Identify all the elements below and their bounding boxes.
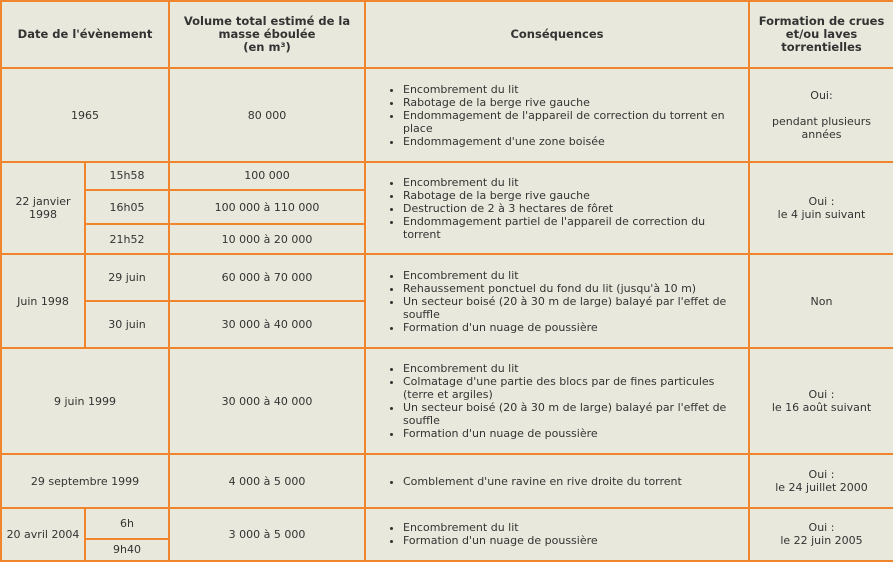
event-consequences bbox=[365, 508, 749, 561]
event-time: 15h58 bbox=[85, 162, 169, 190]
event-formation: Oui: pendant plusieurs années bbox=[749, 68, 893, 162]
event-time: 21h52 bbox=[85, 224, 169, 254]
header-consequences: Conséquences bbox=[365, 1, 749, 68]
header-row bbox=[1, 1, 893, 68]
consequence-item: • Encombrement du lit bbox=[403, 176, 746, 189]
consequence-item: • Un secteur boisé (20 à 30 m de large) balayé par l'effet de souffle bbox=[403, 401, 746, 427]
consequence-item: • Endommagement partiel de l'appareil de correction du torrent bbox=[403, 215, 746, 241]
event-volume: 3 000 à 5 000 bbox=[169, 508, 365, 561]
event-date: Juin 1998 bbox=[1, 254, 85, 347]
event-consequences bbox=[365, 68, 749, 162]
consequence-item: • Rehaussement ponctuel du fond du lit (jusqu'à 10 m) bbox=[403, 282, 746, 295]
event-formation: Non bbox=[749, 254, 893, 347]
event-date: 22 janvier 1998 bbox=[1, 162, 85, 254]
table-row bbox=[1, 254, 893, 300]
event-consequences bbox=[365, 254, 749, 347]
event-formation: Oui : le 16 août suivant bbox=[749, 348, 893, 455]
event-formation: Oui : le 4 juin suivant bbox=[749, 162, 893, 254]
table-row bbox=[1, 162, 893, 190]
consequence-item: • Encombrement du lit bbox=[403, 83, 746, 96]
event-date: 29 septembre 1999 bbox=[1, 454, 169, 507]
consequence-item: • Encombrement du lit bbox=[403, 362, 746, 375]
consequence-item: • Encombrement du lit bbox=[403, 521, 746, 534]
event-volume: 60 000 à 70 000 bbox=[169, 254, 365, 300]
table-row bbox=[1, 68, 893, 162]
event-volume: 100 000 bbox=[169, 162, 365, 190]
table-row bbox=[1, 348, 893, 455]
consequence-item: • Formation d'un nuage de poussière bbox=[403, 427, 746, 440]
event-volume: 10 000 à 20 000 bbox=[169, 224, 365, 254]
consequence-item: • Un secteur boisé (20 à 30 m de large) balayé par l'effet de souffle bbox=[403, 295, 746, 321]
table-row bbox=[1, 508, 893, 539]
event-consequences bbox=[365, 454, 749, 507]
event-formation: Oui : le 24 juillet 2000 bbox=[749, 454, 893, 507]
event-consequences bbox=[365, 348, 749, 455]
event-volume: 30 000 à 40 000 bbox=[169, 348, 365, 455]
consequence-item: • Formation d'un nuage de poussière bbox=[403, 321, 746, 334]
consequence-item: • Endommagement d'une zone boisée bbox=[403, 135, 746, 148]
event-formation: Oui : le 22 juin 2005 bbox=[749, 508, 893, 561]
event-volume: 100 000 à 110 000 bbox=[169, 190, 365, 224]
event-volume: 4 000 à 5 000 bbox=[169, 454, 365, 507]
event-volume: 30 000 à 40 000 bbox=[169, 301, 365, 348]
event-time: 9h40 bbox=[85, 539, 169, 561]
header-volume: Volume total estimé de la masse éboulée (en m³) bbox=[169, 1, 365, 68]
event-date: 20 avril 2004 bbox=[1, 508, 85, 561]
consequence-item: • Colmatage d'une partie des blocs par de fines particules (terre et argiles) bbox=[403, 375, 746, 401]
consequence-item: • Encombrement du lit bbox=[403, 269, 746, 282]
table-row bbox=[1, 454, 893, 507]
event-time: 6h bbox=[85, 508, 169, 539]
consequence-item: • Rabotage de la berge rive gauche bbox=[403, 96, 746, 109]
consequence-item: • Rabotage de la berge rive gauche bbox=[403, 189, 746, 202]
event-time: 16h05 bbox=[85, 190, 169, 224]
consequence-item: • Formation d'un nuage de poussière bbox=[403, 534, 746, 547]
event-time: 30 juin bbox=[85, 301, 169, 348]
event-date: 9 juin 1999 bbox=[1, 348, 169, 455]
header-date: Date de l'évènement bbox=[1, 1, 169, 68]
event-consequences bbox=[365, 162, 749, 254]
header-formation: Formation de crues et/ou laves torrentielles bbox=[749, 1, 893, 68]
event-date: 1965 bbox=[1, 68, 169, 162]
event-volume: 80 000 bbox=[169, 68, 365, 162]
consequence-item: • Endommagement de l'appareil de correction du torrent en place bbox=[403, 109, 746, 135]
event-time: 29 juin bbox=[85, 254, 169, 300]
consequence-item: • Comblement d'une ravine en rive droite du torrent bbox=[403, 475, 746, 488]
consequence-item: • Destruction de 2 à 3 hectares de fôret bbox=[403, 202, 746, 215]
